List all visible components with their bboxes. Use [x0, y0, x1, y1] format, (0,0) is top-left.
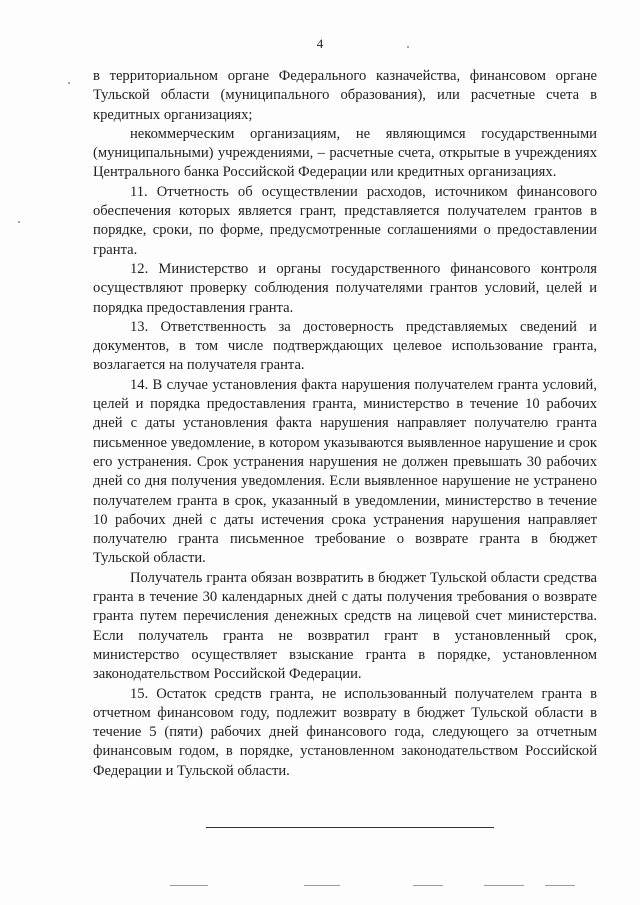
page-number: 4	[316, 36, 324, 51]
paragraph: Получатель гранта обязан возвратить в бюджет Тульской области средства гранта в течение 30 календарных дней с даты получения требования о возврате гранта путем перечисления денежных средств на лицевой счет министерства. Если получатель гранта не возвратил грант в установленный срок, министерство осуществляет взыскание гранта в порядке, установленном законодательством Российской Федерации.	[93, 569, 597, 683]
paragraph-item-11: 11. Отчетность об осуществлении расходов, источником финансового обеспечения которых является грант, представляется получателем грантов в порядке, сроки, по форме, предусмотренные соглашениями о предоставлении гранта.	[93, 183, 597, 258]
document-body	[93, 67, 597, 781]
scan-mark	[304, 885, 340, 886]
paragraph: в территориальном органе Федерального казначейства, финансовом органе Тульской области (муниципального образования), или расчетные счета в кредитных организациях;	[93, 68, 597, 123]
scan-mark	[170, 885, 208, 886]
paragraph: некоммерческим организациям, не являющимся государственными (муниципальными) учреждениями, – расчетные счета, открытые в учреждениях Центрального банка Российской Федерации или кредитных организациях.	[93, 125, 597, 181]
scan-mark	[484, 885, 524, 886]
scan-mark	[545, 885, 575, 886]
scan-speck	[407, 46, 409, 48]
scan-speck	[18, 221, 20, 223]
scan-speck	[68, 82, 70, 84]
scan-mark	[413, 885, 443, 886]
paragraph-item-14: 14. В случае установления факта нарушения получателем гранта условий, целей и порядка предоставления гранта, министерство в течение 10 рабочих дней с даты установления факта нарушения направляет получателю гранта письменное уведомление, в котором указываются выявленное нарушение и срок его устранения. Срок устранения нарушения не должен превышать 30 рабочих дней со дня получения уведомления. Если выявленное нарушение не устранено получателем гранта в срок, указанный в уведомлении, министерство в течение 10 рабочих дней с даты истечения срока устранения нарушения направляет получателю гранта письменное требование о возврате гранта в бюджет Тульской области.	[93, 376, 597, 567]
paragraph-item-13: 13. Ответственность за достоверность представляемых сведений и документов, в том числе подтверждающих целевое использование гранта, возлагается на получателя гранта.	[93, 318, 597, 374]
paragraph-item-12: 12. Министерство и органы государственного финансового контроля осуществляют проверку соблюдения получателями грантов условий, целей и порядка предоставления гранта.	[93, 260, 597, 316]
paragraph-item-15: 15. Остаток средств гранта, не использованный получателем гранта в отчетном финансовом году, подлежит возврату в бюджет Тульской области в течение 5 (пяти) рабочих дней финансового года, следующего за отчетным финансовым годом, в порядке, установленном законодательством Российской Федерации и Тульской области.	[93, 685, 597, 779]
closing-rule	[206, 827, 494, 828]
